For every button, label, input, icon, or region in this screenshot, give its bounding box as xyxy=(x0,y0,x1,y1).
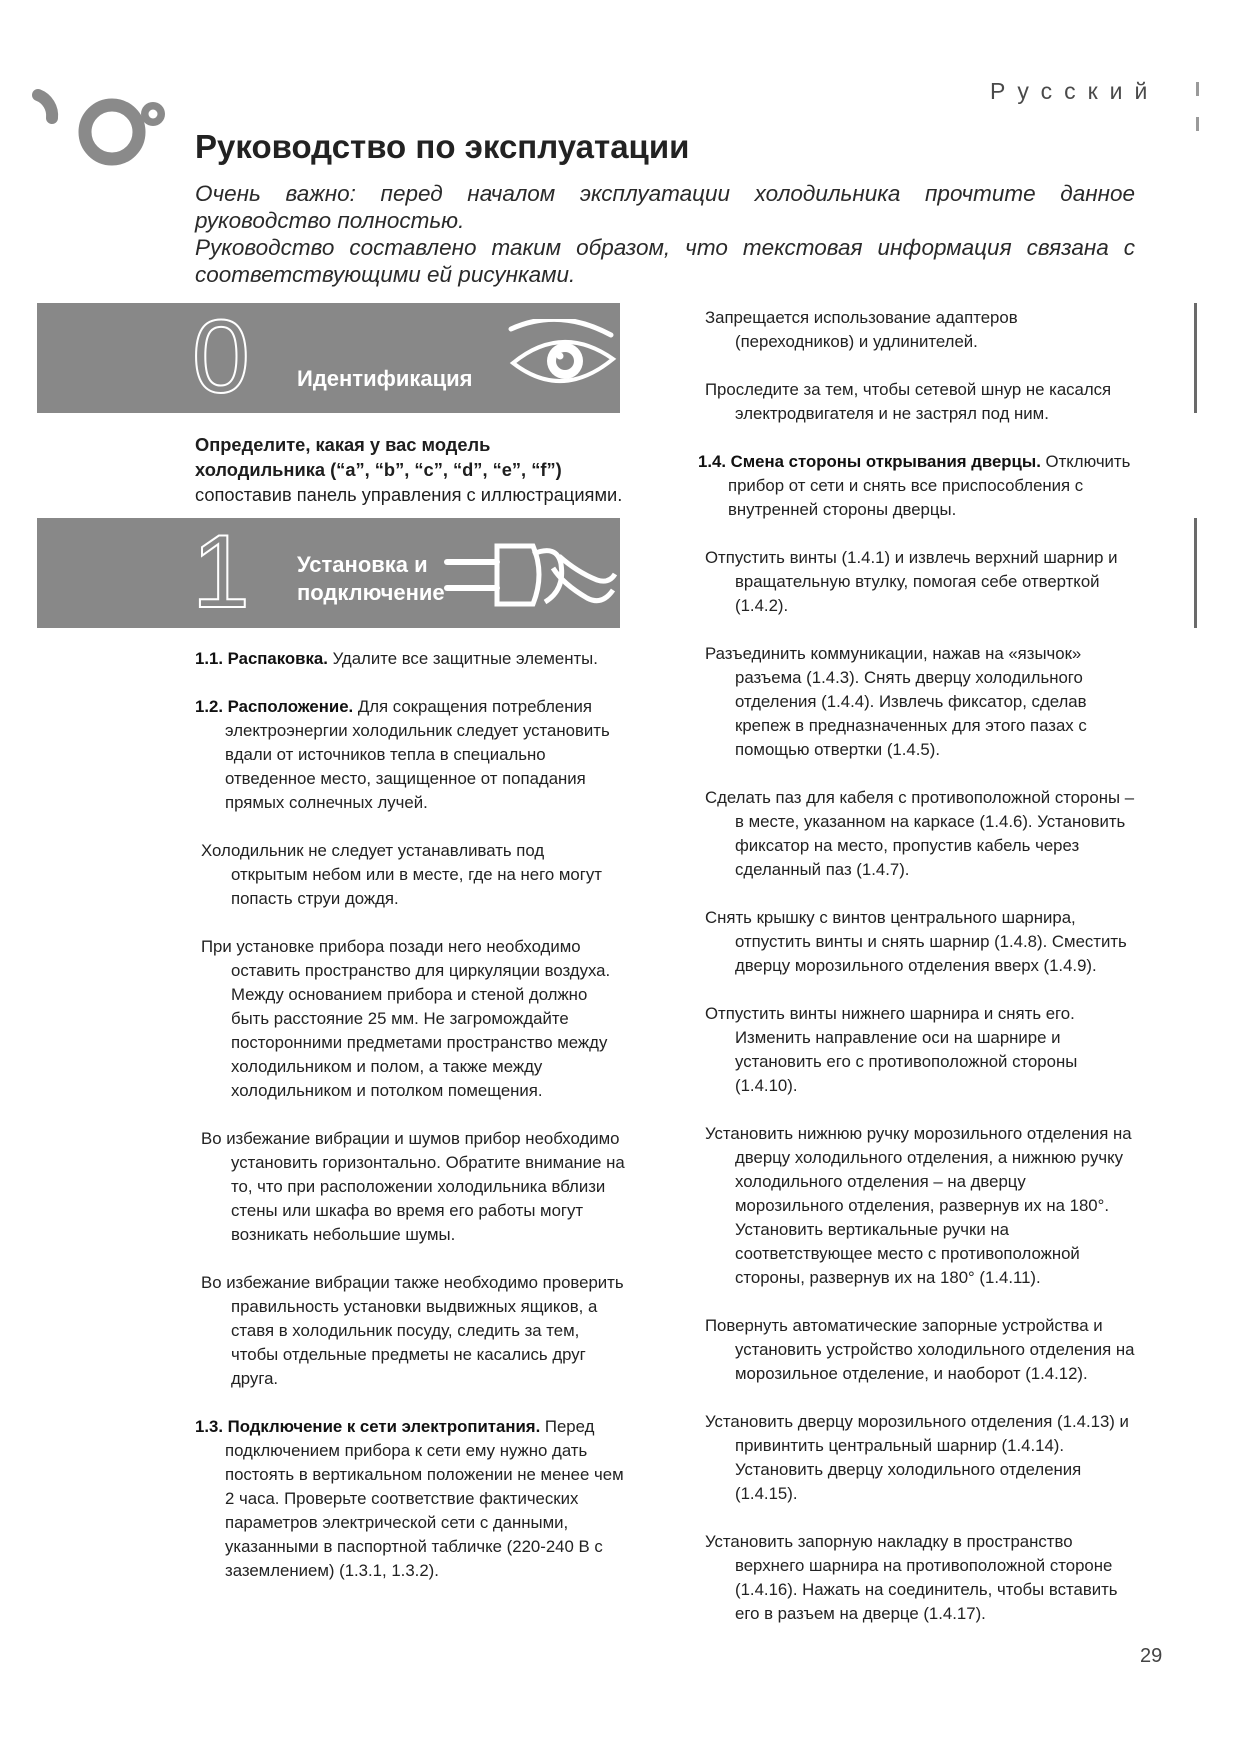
plug-icon xyxy=(437,524,617,624)
paragraph-text: Удалите все защитные элементы. xyxy=(327,649,598,668)
paragraph-leveling: Во избежание вибрации и шумов прибор необходимо установить горизонтально. Обратите внимание на то, что при расположении холодильника вблизи стены или шкафа во время его работы могут возникать небольшие шумы. xyxy=(201,1129,625,1244)
paragraph-step: Сделать паз для кабеля с противоположной стороны – в месте, указанном на каркасе (1.4.6). Установить фиксатор на место, пропустив кабель через сделанный паз (1.4.7). xyxy=(705,788,1135,879)
paragraph-unpacking xyxy=(195,647,625,671)
section-title-line-1: Установка и xyxy=(297,552,428,577)
right-column xyxy=(698,306,1135,1626)
paragraph-text: Отключить прибор от сети и снять все приспособления с внутренней стороны дверцы. xyxy=(728,452,1131,519)
paragraph-heading: 1.1. Распаковка. xyxy=(195,649,328,668)
paragraph-placement xyxy=(195,695,625,815)
paragraph-step: Установить дверцу морозильного отделения (1.4.13) и привинтить центральный шарнир (1.4.14). Установить дверцу холодильного отделения (1.4.15). xyxy=(705,1412,1129,1503)
paragraph-door-reversal xyxy=(698,450,1135,522)
left-column xyxy=(195,647,625,1583)
paragraph-text: Для сокращения потребления электроэнергии холодильник следует установить вдали от источников тепла в специально отведенное место, защищенное от попадания прямых солнечных лучей. xyxy=(225,697,610,812)
margin-bar xyxy=(1194,518,1197,628)
paragraph-step: Отпустить винты нижнего шарнира и снять его. Изменить направление оси на шарнире и установить его с противоположной стороны (1.4.10). xyxy=(705,1004,1078,1095)
paragraph-heading: 1.4. Смена стороны открывания дверцы. xyxy=(698,452,1041,471)
margin-bar xyxy=(1194,303,1197,413)
paragraph-step: Отпустить винты (1.4.1) и извлечь верхний шарнир и вращательную втулку, помогая себе отверткой (1.4.2). xyxy=(705,548,1118,615)
language-label: Русский xyxy=(990,78,1160,104)
section-number: 0 xyxy=(192,299,250,415)
eye-icon xyxy=(507,319,617,399)
section-number: 1 xyxy=(192,514,250,630)
paragraph-step: Повернуть автоматические запорные устройства и установить устройство холодильного отделения на морозильное отделение, и наоборот (1.4.12). xyxy=(705,1316,1135,1383)
identification-rest: сопоставив панель управления с иллюстрациями. xyxy=(195,484,623,505)
paragraph-step: Установить нижнюю ручку морозильного отделения на дверцу холодильного отделения, а нижнюю ручку холодильного отделения – на дверцу морозильного отделения, развернув их на 180°. Установить вертикальные ручки на соответствующее место с противоположной стороны, развернув их на 180° (1.4.11). xyxy=(705,1124,1132,1287)
paragraph-adapters: Запрещается использование адаптеров (переходников) и удлинителей. xyxy=(705,308,1018,351)
paragraph-step: Разъединить коммуникации, нажав на «язычок» разъема (1.4.3). Снять дверцу холодильного отделения (1.4.4). Извлечь фиксатор, сделав крепеж в предназначенных для этого пазах с помощью отвертки (1.4.5). xyxy=(705,644,1087,759)
section-0-banner xyxy=(37,299,620,415)
intro-text xyxy=(195,180,1135,288)
identification-text xyxy=(195,432,625,507)
page-title: Руководство по эксплуатации xyxy=(195,128,690,165)
section-title xyxy=(297,551,445,607)
paragraph-power xyxy=(195,1415,625,1583)
paragraph-step: Установить запорную накладку в пространство верхнего шарнира на противоположной стороне (1.4.16). Нажать на соединитель, чтобы вставить его в разъем на дверце (1.4.17). xyxy=(705,1532,1118,1623)
paragraph-outdoor: Холодильник не следует устанавливать под открытым небом или в месте, где на него могут попасть струи дождя. xyxy=(201,841,602,908)
section-title-line-2: подключение xyxy=(297,580,445,605)
section-title: Идентификация xyxy=(297,366,473,391)
intro-paragraph-2: Руководство составлено таким образом, что текстовая информация связана с соответствующими ей рисунками. xyxy=(195,235,1135,287)
paragraph-heading: 1.3. Подключение к сети электропитания. xyxy=(195,1417,541,1436)
margin-mark xyxy=(1196,117,1199,131)
paragraph-heading: 1.2. Расположение. xyxy=(195,697,354,716)
intro-paragraph-1: Очень важно: перед началом эксплуатации холодильника прочтите данное руководство полностью. xyxy=(195,181,1135,233)
margin-mark xyxy=(1196,82,1199,96)
page-number: 29 xyxy=(1140,1645,1163,1667)
paragraph-step: Снять крышку с винтов центрального шарнира, отпустить винты и снять шарнир (1.4.8). Сместить дверцу морозильного отделения вверх (1.4.9). xyxy=(705,908,1127,975)
paragraph-vibration: Во избежание вибрации также необходимо проверить правильность установки выдвижных ящиков, а ставя в холодильник посуду, следить за тем, чтобы отдельные предметы не касались друг друга. xyxy=(201,1273,624,1388)
section-1-banner xyxy=(37,514,620,630)
paragraph-text: Перед подключением прибора к сети ему нужно дать постоять в вертикальном положении не менее чем 2 часа. Проверьте соответствие фактических параметров электрической сети с данными, указанными в паспортной табличке (220-240 В с заземлением) (1.3.1, 1.3.2). xyxy=(225,1417,624,1580)
brand-logo xyxy=(30,70,175,180)
paragraph-ventilation: При установке прибора позади него необходимо оставить пространство для циркуляции воздуха. Между основанием прибора и стеной должно быть расстояние 25 мм. Не загромождайте посторонними предметами пространство между холодильником и полом, а также между холодильником и потолком помещения. xyxy=(201,937,611,1100)
identification-lead: Определите, какая у вас модель холодильника (“a”, “b”, “c”, “d”, “e”, “f”) xyxy=(195,434,562,480)
paragraph-cord: Проследите за тем, чтобы сетевой шнур не касался электродвигателя и не застрял под ним. xyxy=(705,380,1112,423)
